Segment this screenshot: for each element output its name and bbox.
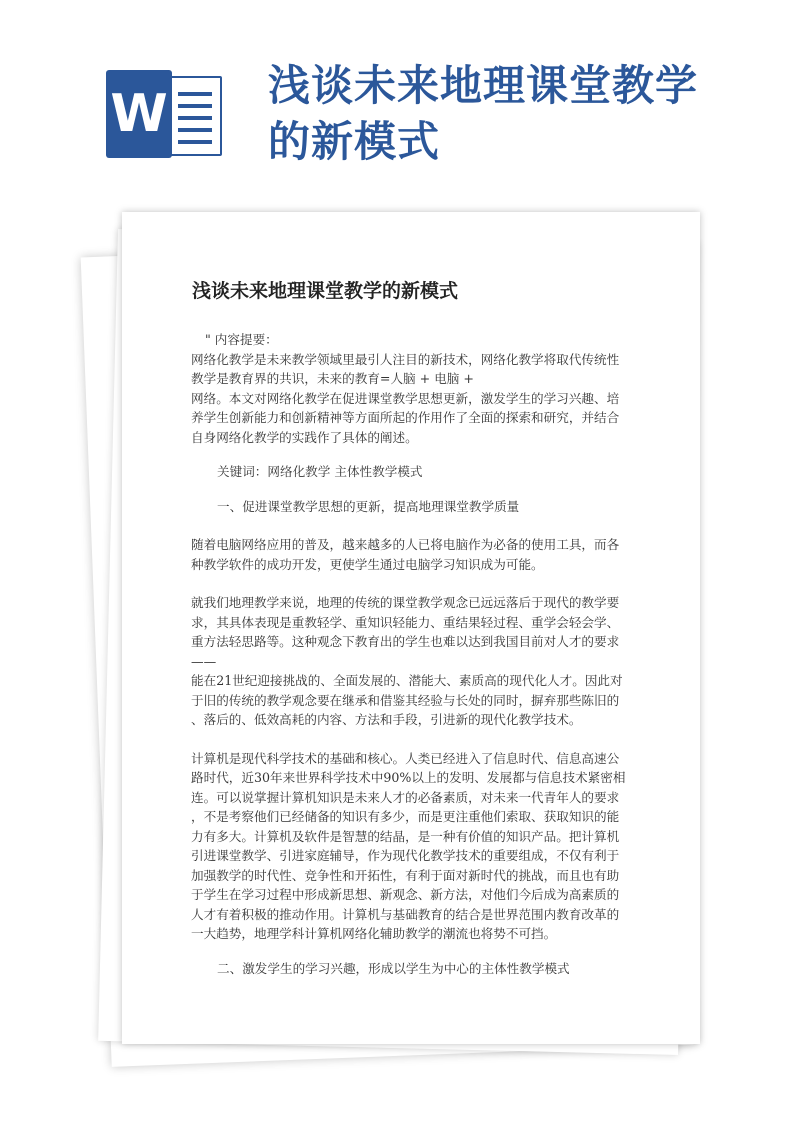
paragraph-line: 重方法轻思路等。这种观念下教育出的学生也难以达到我国目前对人才的要求 (191, 634, 620, 649)
word-logo (106, 70, 224, 160)
paragraph-line: 于学生在学习过程中形成新思想、新观念、新方法，对他们今后成为高素质的 (191, 887, 620, 902)
paragraph-line: 能在21世纪迎接挑战的、全面发展的、潜能大、素质高的现代化人才。因此对 (191, 673, 623, 688)
section-heading: 二、激发学生的学习兴趣，形成以学生为中心的主体性教学模式 (217, 960, 570, 976)
paragraph-line: 随着电脑网络应用的普及，越来越多的人已将电脑作为必备的使用工具，而各 (191, 537, 620, 552)
paragraph-line: 引进课堂教学、引进家庭辅导，作为现代化教学技术的重要组成，不仅有利于 (191, 848, 620, 863)
section-heading: 一、促进课堂教学思想的更新，提高地理课堂教学质量 (217, 498, 520, 514)
paragraph-line: 连。可以说掌握计算机知识是未来人才的必备素质，对未来一代青年人的要求 (191, 789, 620, 805)
abstract-line: 自身网络化教学的实践作了具体的阐述。 (191, 429, 418, 445)
paragraph-line: 求，其具体表现是重教轻学、重知识轻能力、重结果轻过程、重学会轻会学、 (191, 614, 620, 630)
paragraph-line: 于旧的传统的教学观念要在继承和借鉴其经验与长处的同时，摒弃那些陈旧的 (191, 692, 620, 708)
paragraph-line: 路时代，近30年来世界科学技术中90%以上的发明、发展都与信息技术紧密相 (191, 770, 626, 785)
document-title: 浅谈未来地理课堂教学的新模式 (192, 280, 459, 302)
abstract-label: " 内容提要： (205, 332, 278, 347)
paragraph-line: 计算机是现代科学技术的基础和核心。人类已经进入了信息时代、信息高速公 (191, 750, 620, 766)
paragraph-line: 人才有着积极的推动作用。计算机与基础教育的结合是世界范围内教育改革的 (191, 906, 620, 922)
paragraph-line: 种教学软件的成功开发，更使学生通过电脑学习知识成为可能。 (191, 556, 544, 572)
paragraph-line: 加强教学的时代性、竞争性和开拓性，有利于面对新时代的挑战，而且也有助 (191, 867, 620, 883)
document-page (122, 212, 700, 1044)
word-w-icon: W (106, 70, 172, 158)
page-title: 浅谈未来地理课堂教学的新模式 (268, 61, 699, 166)
paragraph-line: 就我们地理教学来说，地理的传统的课堂教学观念已远远落后于现代的教学要 (191, 595, 620, 610)
paragraph-line: —— (191, 653, 217, 669)
paragraph-line: ，不是考察他们已经储备的知识有多少，而是更注重他们索取、获取知识的能 (191, 809, 620, 824)
abstract-line: 网络。本文对网络化教学在促进课堂教学思想更新，激发学生的学习兴趣、培 (191, 390, 620, 406)
abstract-line: 网络化教学是未来教学领域里最引人注目的新技术，网络化教学将取代传统性 (191, 351, 620, 367)
abstract-line: 教学是教育界的共识，未来的教育=人脑 + 电脑 + (191, 371, 474, 386)
paragraph-line: 力有多大。计算机及软件是智慧的结晶，是一种有价值的知识产品。把计算机 (191, 828, 620, 844)
paragraph-line: 一大趋势，地理学科计算机网络化辅助教学的潮流也将势不可挡。 (191, 926, 557, 941)
paragraph-line: 、落后的、低效高耗的内容、方法和手段，引进新的现代化教学技术。 (191, 712, 582, 727)
document-body (191, 330, 636, 978)
keywords: 关键词：网络化教学 主体性教学模式 (217, 464, 423, 479)
abstract-line: 养学生创新能力和创新精神等方面所起的作用作了全面的探索和研究，并结合 (191, 410, 620, 425)
